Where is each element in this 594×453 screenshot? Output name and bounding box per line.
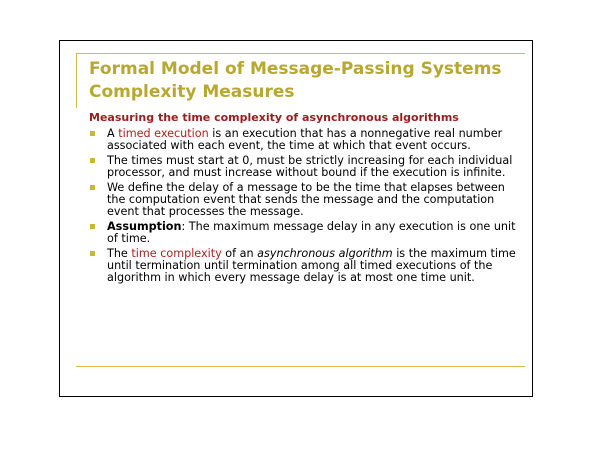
- title-line-1: Formal Model of Message-Passing Systems: [89, 59, 502, 79]
- bullet-text: The: [107, 247, 132, 261]
- bullet-text: A: [107, 127, 119, 140]
- bottom-rule: [76, 366, 525, 367]
- title-left-rule: [76, 53, 77, 108]
- slide-title: [89, 58, 502, 104]
- square-bullet-icon: [90, 185, 95, 190]
- bullet-item-times: [89, 155, 519, 178]
- term-timed-execution: timed execution: [118, 127, 209, 140]
- term-assumption: Assumption: [107, 220, 182, 234]
- slide: [59, 40, 533, 397]
- bullet-item-time-complexity: [89, 248, 519, 283]
- bullet-text: We define the delay of a message to be the time that elapses between the computation event that sends the message and the computation event that processes the message.: [107, 181, 505, 218]
- bullet-text: is an execution that has a nonnegative real number associated with each event, the time at which that event occurs.: [107, 127, 503, 152]
- title-top-rule: [76, 53, 525, 54]
- subheading: Measuring the time complexity of asynchronous algorithms: [89, 111, 459, 124]
- bullet-text: The times must start at 0, must be strictly increasing for each individual processor, and must increase without bound if the execution is infinite.: [107, 154, 513, 179]
- bullet-text: of an: [221, 247, 258, 261]
- square-bullet-icon: [90, 224, 95, 229]
- bullet-item-assumption: [89, 221, 519, 244]
- term-asynchronous-algorithm: asynchronous algorithm: [257, 247, 393, 261]
- bullet-list: [89, 128, 519, 287]
- term-time-complexity: time complexity: [131, 247, 222, 261]
- square-bullet-icon: [90, 251, 95, 256]
- title-line-2: Complexity Measures: [89, 82, 295, 102]
- bullet-text: is the maximum time until termination until termination among all timed executions of the algorithm in which every message delay is at most one time unit.: [107, 247, 516, 284]
- square-bullet-icon: [90, 158, 95, 163]
- square-bullet-icon: [90, 131, 95, 136]
- bullet-text: : The maximum message delay in any execution is one unit of time.: [107, 220, 516, 245]
- bullet-item-timed-execution: [89, 128, 519, 151]
- bullet-item-delay: [89, 182, 519, 217]
